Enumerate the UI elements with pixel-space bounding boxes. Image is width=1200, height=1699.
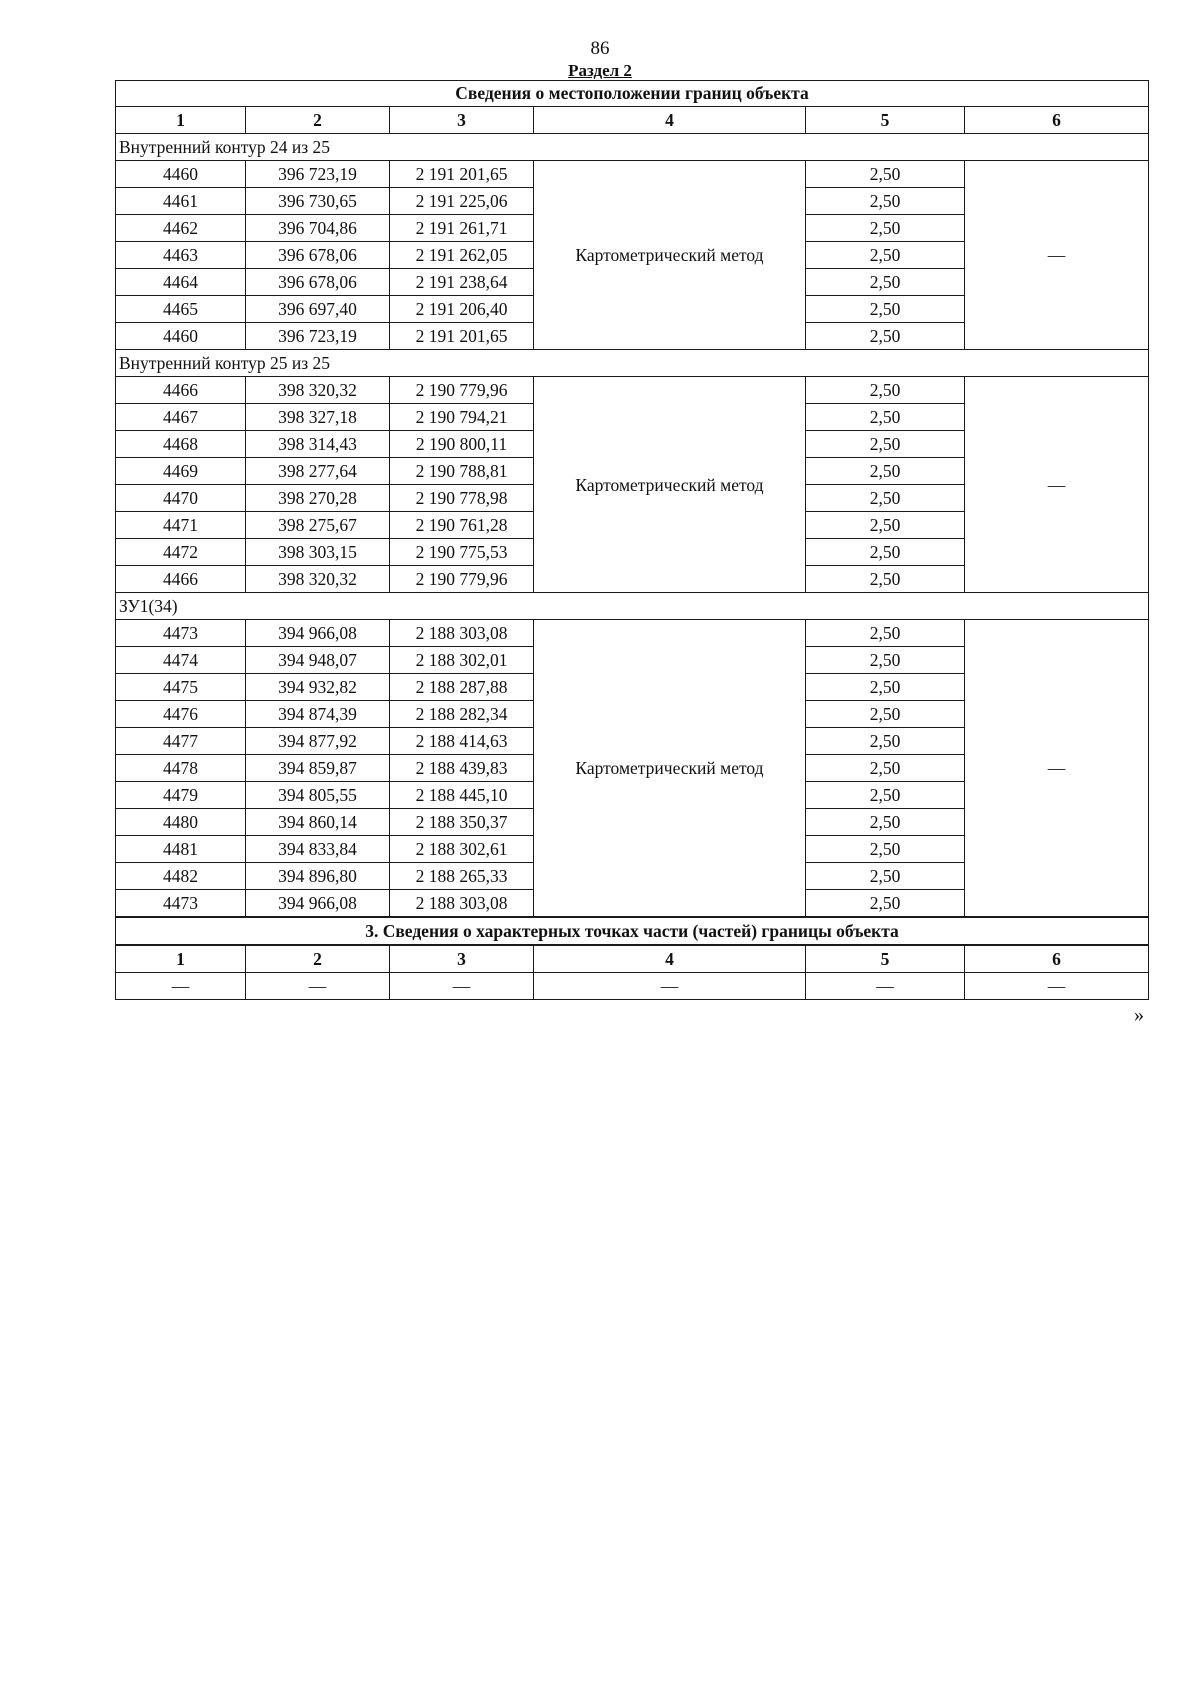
accuracy-cell: 2,50 (806, 674, 965, 701)
column-header: 2 (246, 945, 390, 973)
accuracy-cell: 2,50 (806, 863, 965, 890)
group-label: ЗУ1(34) (116, 593, 1149, 620)
accuracy-cell: 2,50 (806, 269, 965, 296)
y-coordinate-cell: 2 190 761,28 (390, 512, 534, 539)
accuracy-cell: 2,50 (806, 728, 965, 755)
y-coordinate-cell: 2 188 302,61 (390, 836, 534, 863)
accuracy-cell: 2,50 (806, 242, 965, 269)
accuracy-cell: 2,50 (806, 539, 965, 566)
point-number-cell: 4479 (116, 782, 246, 809)
point-number-cell: 4478 (116, 755, 246, 782)
point-number-cell: 4475 (116, 674, 246, 701)
column-header: 4 (534, 945, 806, 973)
column-header: 1 (116, 107, 246, 134)
x-coordinate-cell: 398 320,32 (246, 377, 390, 404)
point-number-cell: 4471 (116, 512, 246, 539)
accuracy-cell: 2,50 (806, 161, 965, 188)
y-coordinate-cell: 2 190 794,21 (390, 404, 534, 431)
x-coordinate-cell: 394 896,80 (246, 863, 390, 890)
y-coordinate-cell: 2 191 225,06 (390, 188, 534, 215)
y-coordinate-cell: 2 188 439,83 (390, 755, 534, 782)
accuracy-cell: 2,50 (806, 215, 965, 242)
method-cell: Картометрический метод (534, 161, 806, 350)
dash-cell: — (246, 973, 390, 1000)
x-coordinate-cell: 398 314,43 (246, 431, 390, 458)
x-coordinate-cell: 394 948,07 (246, 647, 390, 674)
boundary-table (115, 80, 1149, 1000)
y-coordinate-cell: 2 190 778,98 (390, 485, 534, 512)
x-coordinate-cell: 396 730,65 (246, 188, 390, 215)
column-header: 5 (806, 945, 965, 973)
section3-header-row (116, 945, 1149, 973)
accuracy-cell: 2,50 (806, 296, 965, 323)
point-number-cell: 4480 (116, 809, 246, 836)
accuracy-cell: 2,50 (806, 404, 965, 431)
section3-row (116, 973, 1149, 1000)
group-header-row (116, 593, 1149, 620)
accuracy-cell: 2,50 (806, 377, 965, 404)
y-coordinate-cell: 2 190 779,96 (390, 377, 534, 404)
section3-title-row (116, 917, 1149, 945)
x-coordinate-cell: 394 860,14 (246, 809, 390, 836)
point-number-cell: 4481 (116, 836, 246, 863)
point-number-cell: 4460 (116, 323, 246, 350)
x-coordinate-cell: 398 320,32 (246, 566, 390, 593)
point-number-cell: 4468 (116, 431, 246, 458)
accuracy-cell: 2,50 (806, 458, 965, 485)
column-header: 2 (246, 107, 390, 134)
point-number-cell: 4464 (116, 269, 246, 296)
accuracy-cell: 2,50 (806, 512, 965, 539)
x-coordinate-cell: 394 966,08 (246, 890, 390, 918)
x-coordinate-cell: 394 859,87 (246, 755, 390, 782)
group-header-row (116, 134, 1149, 161)
method-cell: Картометрический метод (534, 377, 806, 593)
table-row (116, 377, 1149, 404)
point-number-cell: 4463 (116, 242, 246, 269)
table-title: Сведения о местоположении границ объекта (116, 81, 1149, 107)
dash-cell: — (965, 377, 1149, 593)
point-number-cell: 4470 (116, 485, 246, 512)
y-coordinate-cell: 2 191 238,64 (390, 269, 534, 296)
dash-cell: — (965, 161, 1149, 350)
x-coordinate-cell: 398 270,28 (246, 485, 390, 512)
table-row (116, 620, 1149, 647)
column-header: 3 (390, 945, 534, 973)
x-coordinate-cell: 394 833,84 (246, 836, 390, 863)
table-row (116, 161, 1149, 188)
x-coordinate-cell: 394 805,55 (246, 782, 390, 809)
column-header: 6 (965, 945, 1149, 973)
x-coordinate-cell: 396 678,06 (246, 269, 390, 296)
y-coordinate-cell: 2 191 201,65 (390, 161, 534, 188)
group-label: Внутренний контур 25 из 25 (116, 350, 1149, 377)
y-coordinate-cell: 2 190 800,11 (390, 431, 534, 458)
point-number-cell: 4473 (116, 890, 246, 918)
column-header: 5 (806, 107, 965, 134)
y-coordinate-cell: 2 188 414,63 (390, 728, 534, 755)
section-label: Раздел 2 (568, 61, 632, 80)
x-coordinate-cell: 396 704,86 (246, 215, 390, 242)
accuracy-cell: 2,50 (806, 620, 965, 647)
dash-cell: — (390, 973, 534, 1000)
y-coordinate-cell: 2 190 775,53 (390, 539, 534, 566)
group-header-row (116, 350, 1149, 377)
accuracy-cell: 2,50 (806, 701, 965, 728)
dash-cell: — (116, 973, 246, 1000)
y-coordinate-cell: 2 188 287,88 (390, 674, 534, 701)
page-number: 86 (590, 38, 610, 59)
x-coordinate-cell: 394 966,08 (246, 620, 390, 647)
point-number-cell: 4476 (116, 701, 246, 728)
point-number-cell: 4461 (116, 188, 246, 215)
accuracy-cell: 2,50 (806, 809, 965, 836)
point-number-cell: 4462 (116, 215, 246, 242)
dash-cell: — (965, 620, 1149, 918)
y-coordinate-cell: 2 188 303,08 (390, 890, 534, 918)
accuracy-cell: 2,50 (806, 755, 965, 782)
x-coordinate-cell: 396 723,19 (246, 161, 390, 188)
accuracy-cell: 2,50 (806, 890, 965, 918)
point-number-cell: 4460 (116, 161, 246, 188)
column-header: 3 (390, 107, 534, 134)
column-header: 1 (116, 945, 246, 973)
x-coordinate-cell: 396 678,06 (246, 242, 390, 269)
y-coordinate-cell: 2 188 265,33 (390, 863, 534, 890)
point-number-cell: 4472 (116, 539, 246, 566)
x-coordinate-cell: 398 327,18 (246, 404, 390, 431)
column-header: 4 (534, 107, 806, 134)
point-number-cell: 4466 (116, 566, 246, 593)
x-coordinate-cell: 396 723,19 (246, 323, 390, 350)
x-coordinate-cell: 394 874,39 (246, 701, 390, 728)
y-coordinate-cell: 2 188 282,34 (390, 701, 534, 728)
point-number-cell: 4477 (116, 728, 246, 755)
dash-cell: — (534, 973, 806, 1000)
accuracy-cell: 2,50 (806, 188, 965, 215)
x-coordinate-cell: 394 932,82 (246, 674, 390, 701)
accuracy-cell: 2,50 (806, 485, 965, 512)
point-number-cell: 4469 (116, 458, 246, 485)
y-coordinate-cell: 2 191 206,40 (390, 296, 534, 323)
x-coordinate-cell: 398 303,15 (246, 539, 390, 566)
accuracy-cell: 2,50 (806, 782, 965, 809)
accuracy-cell: 2,50 (806, 323, 965, 350)
method-cell: Картометрический метод (534, 620, 806, 918)
point-number-cell: 4482 (116, 863, 246, 890)
column-header: 6 (965, 107, 1149, 134)
x-coordinate-cell: 398 277,64 (246, 458, 390, 485)
closing-quote: » (1134, 1004, 1144, 1026)
y-coordinate-cell: 2 191 262,05 (390, 242, 534, 269)
y-coordinate-cell: 2 188 445,10 (390, 782, 534, 809)
x-coordinate-cell: 396 697,40 (246, 296, 390, 323)
group-label: Внутренний контур 24 из 25 (116, 134, 1149, 161)
y-coordinate-cell: 2 190 779,96 (390, 566, 534, 593)
dash-cell: — (806, 973, 965, 1000)
y-coordinate-cell: 2 188 350,37 (390, 809, 534, 836)
point-number-cell: 4465 (116, 296, 246, 323)
point-number-cell: 4466 (116, 377, 246, 404)
point-number-cell: 4474 (116, 647, 246, 674)
accuracy-cell: 2,50 (806, 647, 965, 674)
y-coordinate-cell: 2 191 201,65 (390, 323, 534, 350)
y-coordinate-cell: 2 191 261,71 (390, 215, 534, 242)
y-coordinate-cell: 2 188 303,08 (390, 620, 534, 647)
accuracy-cell: 2,50 (806, 431, 965, 458)
x-coordinate-cell: 398 275,67 (246, 512, 390, 539)
dash-cell: — (965, 973, 1149, 1000)
y-coordinate-cell: 2 188 302,01 (390, 647, 534, 674)
point-number-cell: 4473 (116, 620, 246, 647)
x-coordinate-cell: 394 877,92 (246, 728, 390, 755)
accuracy-cell: 2,50 (806, 566, 965, 593)
point-number-cell: 4467 (116, 404, 246, 431)
accuracy-cell: 2,50 (806, 836, 965, 863)
section3-title: 3. Сведения о характерных точках части (частей) границы объекта (116, 917, 1149, 945)
y-coordinate-cell: 2 190 788,81 (390, 458, 534, 485)
